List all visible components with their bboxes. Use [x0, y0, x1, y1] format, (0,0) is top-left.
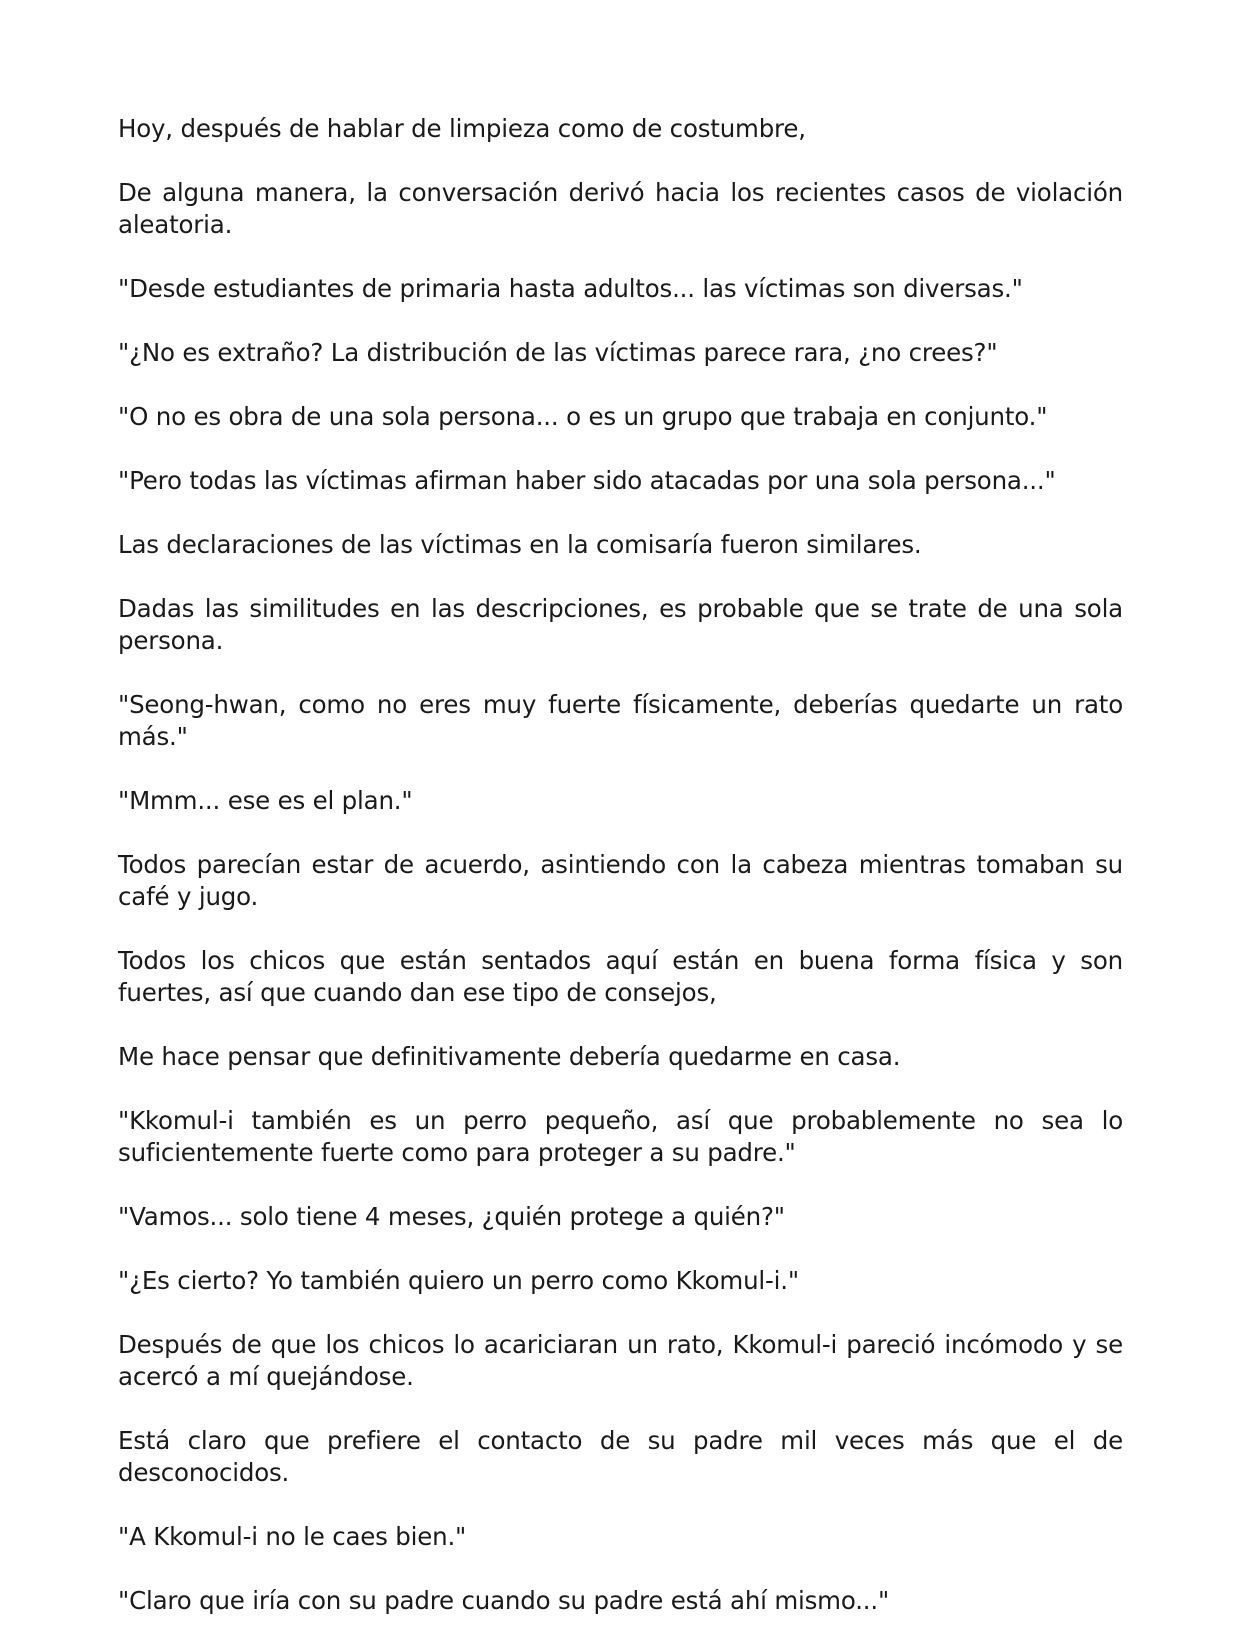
- paragraph: Dadas las similitudes en las descripciones, es probable que se trate de una sola persona.: [118, 594, 1123, 655]
- paragraph: Me hace pensar que definitivamente debería quedarme en casa.: [118, 1042, 901, 1071]
- paragraph: "Claro que iría con su padre cuando su padre está ahí mismo...": [118, 1586, 890, 1615]
- paragraph: Después de que los chicos lo acariciaran un rato, Kkomul-i pareció incómodo y se acercó a mí quejándose.: [118, 1330, 1123, 1391]
- body-text: [118, 113, 1123, 1649]
- paragraph: "Vamos... solo tiene 4 meses, ¿quién protege a quién?": [118, 1202, 785, 1231]
- paragraph: Las declaraciones de las víctimas en la comisaría fueron similares.: [118, 530, 922, 559]
- paragraph: "Desde estudiantes de primaria hasta adultos... las víctimas son diversas.": [118, 274, 1023, 303]
- paragraph: Hoy, después de hablar de limpieza como de costumbre,: [118, 114, 806, 143]
- paragraph: "Mmm... ese es el plan.": [118, 786, 413, 815]
- paragraph: "A Kkomul-i no le caes bien.": [118, 1522, 467, 1551]
- paragraph: "O no es obra de una sola persona... o es un grupo que trabaja en conjunto.": [118, 402, 1048, 431]
- paragraph: "Pero todas las víctimas afirman haber sido atacadas por una sola persona...": [118, 466, 1056, 495]
- paragraph: Todos los chicos que están sentados aquí están en buena forma física y son fuertes, así que cuando dan ese tipo de consejos,: [118, 946, 1123, 1007]
- paragraph: "¿Es cierto? Yo también quiero un perro como Kkomul-i.": [118, 1266, 799, 1295]
- paragraph: "¿No es extraño? La distribución de las víctimas parece rara, ¿no crees?": [118, 338, 998, 367]
- paragraph: "Seong-hwan, como no eres muy fuerte físicamente, deberías quedarte un rato más.": [118, 690, 1123, 751]
- paragraph: Está claro que prefiere el contacto de su padre mil veces más que el de desconocidos.: [118, 1426, 1123, 1487]
- paragraph: De alguna manera, la conversación derivó hacia los recientes casos de violación aleatoria.: [118, 178, 1123, 239]
- paragraph: "Kkomul-i también es un perro pequeño, así que probablemente no sea lo suficientemente fuerte como para proteger a su padre.": [118, 1106, 1123, 1167]
- paragraph: Todos parecían estar de acuerdo, asintiendo con la cabeza mientras tomaban su café y jugo.: [118, 850, 1123, 911]
